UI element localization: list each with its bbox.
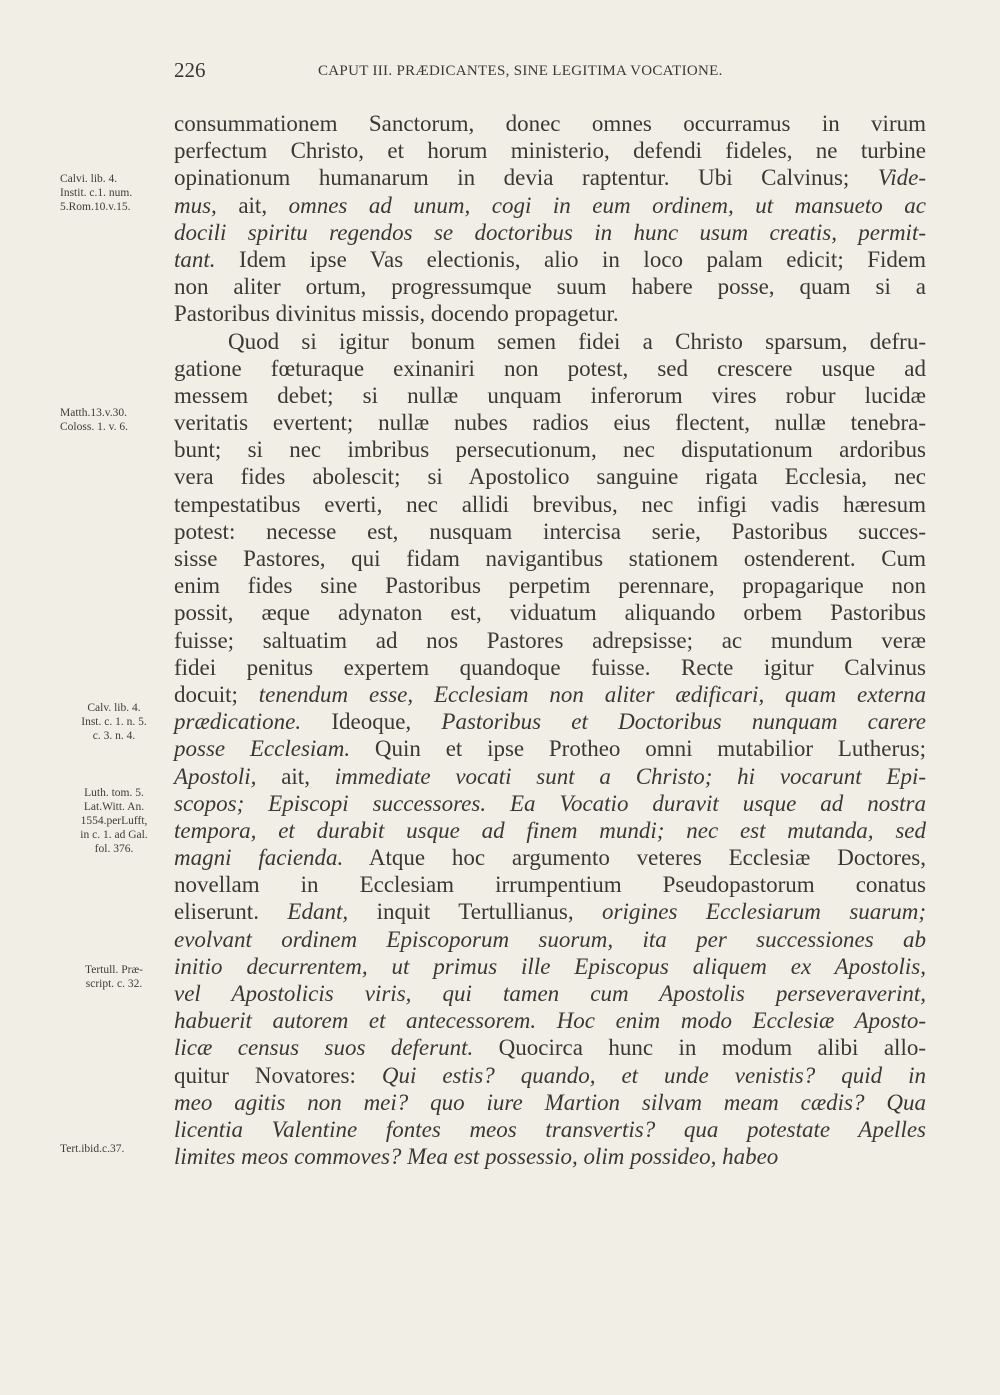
italic-text: limites meos commoves? Mea est possessio, olim possideo, habeo: [174, 1144, 779, 1170]
italic-text: vel Apostolicis viris, qui tamen cum Apostolis perseveraverint,: [174, 981, 926, 1006]
roman-text: fuisse; saltuatim ad nos Pastores adrepsisse; ac mundum veræ: [174, 627, 926, 653]
roman-text: enim fides sine Pastoribus perpetim perennare, propagarique non: [174, 573, 926, 599]
italic-text: scopos; Episcopi successores. Ea Vocatio duravit usque ad nostra: [174, 790, 926, 816]
margin-note: [60, 701, 168, 743]
italic-text: initio decurrentem, ut primus ille Episcopus aliquem ex Apostolis,: [174, 953, 926, 979]
margin-note-line: 5.Rom.10.v.15.: [60, 201, 131, 213]
roman-text: consummationem Sanctorum, donec omnes occurramus in virum: [174, 111, 926, 136]
text-line: [174, 355, 926, 382]
text-line: [174, 409, 926, 436]
text-line: [174, 1143, 926, 1170]
text-line: [174, 491, 926, 518]
italic-text: omnes ad unum, cogi in eum ordinem, ut mansueto ac: [288, 192, 926, 218]
text-line: [174, 164, 926, 191]
margin-note-line: Instit. c.1. num.: [60, 187, 133, 199]
text-line: [174, 844, 926, 871]
text-line: [174, 328, 926, 355]
italic-text: tenendum esse, Ecclesiam non aliter ædificari, quam externa: [258, 681, 926, 707]
text-line: [174, 1089, 926, 1116]
text-line: [174, 463, 926, 490]
text-line: [174, 382, 926, 409]
italic-text: Apostoli,: [174, 763, 257, 789]
text-line: [174, 871, 926, 898]
italic-text: Edant,: [287, 899, 349, 925]
italic-text: immediate vocati sunt a Christo; hi vocarunt Epi-: [334, 763, 926, 789]
roman-text: Atque hoc argumento veteres Ecclesiæ Doctores,: [343, 845, 926, 871]
text-line: [174, 192, 926, 219]
text-line: [174, 518, 926, 545]
text-line: [174, 681, 926, 708]
text-line: [174, 763, 926, 790]
text-line: [174, 137, 926, 164]
roman-text: gatione fœturaque exinaniri non potest, sed crescere usque ad: [174, 355, 926, 381]
margin-note-line: 1554.perLufft,: [80, 815, 148, 827]
roman-text: possit, æque adynaton est, viduatum aliquando orbem Pastoribus: [174, 600, 926, 626]
margin-note-line: Matth.13.v.30.: [60, 407, 127, 419]
text-line: [174, 1062, 926, 1089]
roman-text: non aliter ortum, progressumque suum habere posse, quam si a: [174, 274, 926, 300]
roman-text: Ideoque,: [301, 709, 442, 735]
margin-note: [60, 786, 168, 856]
italic-text: Pastoribus et Doctoribus nunquam carere: [441, 709, 926, 735]
italic-text: meo agitis non mei? quo iure Martion silvam meam cædis? Qua: [174, 1089, 926, 1115]
text-line: [174, 219, 926, 246]
text-line: [174, 246, 926, 273]
margin-note-line: Tertull. Præ-: [85, 964, 143, 976]
text-line: [174, 1007, 926, 1034]
roman-text: Idem ipse Vas electionis, alio in loco palam edicit; Fidem: [215, 246, 926, 272]
roman-text: bunt; si nec imbribus persecutionum, nec disputationum ardoribus: [174, 437, 926, 463]
text-line: [174, 898, 926, 925]
italic-text: posse Ecclesiam.: [174, 736, 351, 762]
italic-text: licæ census suos deferunt.: [174, 1035, 474, 1061]
text-line: [174, 436, 926, 463]
italic-text: tempora, et durabit usque ad finem mundi; nec est mutanda, sed: [174, 817, 926, 843]
text-line: [174, 654, 926, 681]
roman-text: opinationum humanarum in devia raptentur. Ubi Calvinus;: [174, 165, 878, 191]
italic-text: mus,: [174, 192, 217, 218]
italic-text: Qui estis? quando, et unde venistis? quid in: [381, 1062, 926, 1088]
roman-text: vera fides abolescit; si Apostolico sanguine rigata Ecclesia, nec: [174, 464, 926, 490]
roman-text: sisse Pastores, qui fidam navigantibus stationem ostenderent. Cum: [174, 546, 926, 571]
margin-note-line: Lat.Witt. An.: [83, 801, 145, 813]
text-line: [174, 300, 926, 327]
italic-text: docili spiritu regendos se doctoribus in hunc usum creatis, permit-: [174, 219, 926, 245]
text-line: [174, 980, 926, 1007]
italic-text: origines Ecclesiarum suarum;: [602, 899, 926, 925]
text-line: [174, 708, 926, 735]
roman-text: ait,: [256, 763, 335, 789]
margin-note: [60, 963, 168, 991]
margin-note-line: fol. 376.: [94, 843, 134, 855]
margin-note-line: Tert.ibid.c.37.: [60, 1143, 125, 1155]
text-line: [174, 1034, 926, 1061]
text-line: [174, 110, 926, 137]
roman-text: inquit Tertullianus,: [348, 899, 603, 925]
roman-text: Pastoribus divinitus missis, docendo propagetur.: [174, 301, 619, 327]
margin-note-line: c. 3. n. 4.: [92, 730, 136, 742]
italic-text: evolvant ordinem Episcoporum suorum, ita per successiones ab: [174, 926, 926, 952]
roman-text: novellam in Ecclesiam irrumpentium Pseudopastorum conatus: [174, 872, 926, 898]
roman-text: Quin et ipse Protheo omni mutabilior Lutherus;: [350, 736, 926, 762]
body-text: [174, 110, 926, 1170]
text-line: [174, 627, 926, 654]
margin-note-line: Inst. c. 1. n. 5.: [81, 716, 147, 728]
italic-text: Vide-: [877, 165, 926, 191]
roman-text: Quocirca hunc in modum alibi allo-: [473, 1035, 926, 1061]
roman-text: veritatis evertent; nullæ nubes radios eius flectent, nullæ tenebra-: [174, 410, 926, 436]
text-line: [174, 599, 926, 626]
margin-note-line: Calv. lib. 4.: [87, 702, 141, 714]
text-line: [174, 735, 926, 762]
text-line: [174, 817, 926, 844]
text-line: [174, 790, 926, 817]
margin-note: [60, 406, 168, 434]
running-title: CAPUT III. PRÆDICANTES, SINE LEGITIMA VOCATIONE.: [318, 63, 723, 79]
roman-text: messem debet; si nullæ unquam inferorum vires robur lucidæ: [174, 382, 926, 408]
margin-note: [60, 172, 168, 214]
page-number: 226: [174, 58, 206, 82]
roman-text: eliserunt.: [174, 899, 288, 925]
margin-note-line: Calvi. lib. 4.: [60, 173, 118, 185]
page-header: [0, 58, 1000, 82]
margin-note: [60, 1142, 168, 1156]
roman-text: fidei penitus expertem quandoque fuisse. Recte igitur Calvinus: [174, 654, 926, 680]
margin-note-line: script. c. 32.: [85, 978, 143, 990]
roman-text: ait,: [216, 192, 289, 218]
text-line: [174, 572, 926, 599]
italic-text: licentia Valentine fontes meos transvertis? qua potestate Apelles: [174, 1116, 926, 1142]
margin-note-line: Luth. tom. 5.: [84, 787, 144, 799]
text-line: [174, 545, 926, 572]
italic-text: magni facienda.: [174, 845, 344, 871]
italic-text: habuerit autorem et antecessorem. Hoc enim modo Ecclesiæ Aposto-: [174, 1008, 926, 1034]
roman-text: potest: necesse est, nusquam intercisa serie, Pastoribus succes-: [174, 518, 926, 544]
roman-text: docuit;: [174, 681, 259, 707]
text-line: [174, 953, 926, 980]
text-line: [174, 1116, 926, 1143]
margin-note-line: in c. 1. ad Gal.: [80, 829, 148, 841]
roman-text: quitur Novatores:: [174, 1062, 382, 1088]
roman-text: tempestatibus everti, nec allidi brevibus, nec infigi vadis hæresum: [174, 491, 926, 517]
italic-text: prædicatione.: [174, 709, 302, 735]
italic-text: tant.: [174, 246, 216, 272]
text-line: [174, 926, 926, 953]
margin-note-line: Coloss. 1. v. 6.: [60, 421, 128, 433]
text-line: [174, 273, 926, 300]
roman-text: perfectum Christo, et horum ministerio, defendi fideles, ne turbine: [174, 138, 926, 164]
roman-text: Quod si igitur bonum semen fidei a Christo sparsum, defru-: [228, 328, 926, 354]
